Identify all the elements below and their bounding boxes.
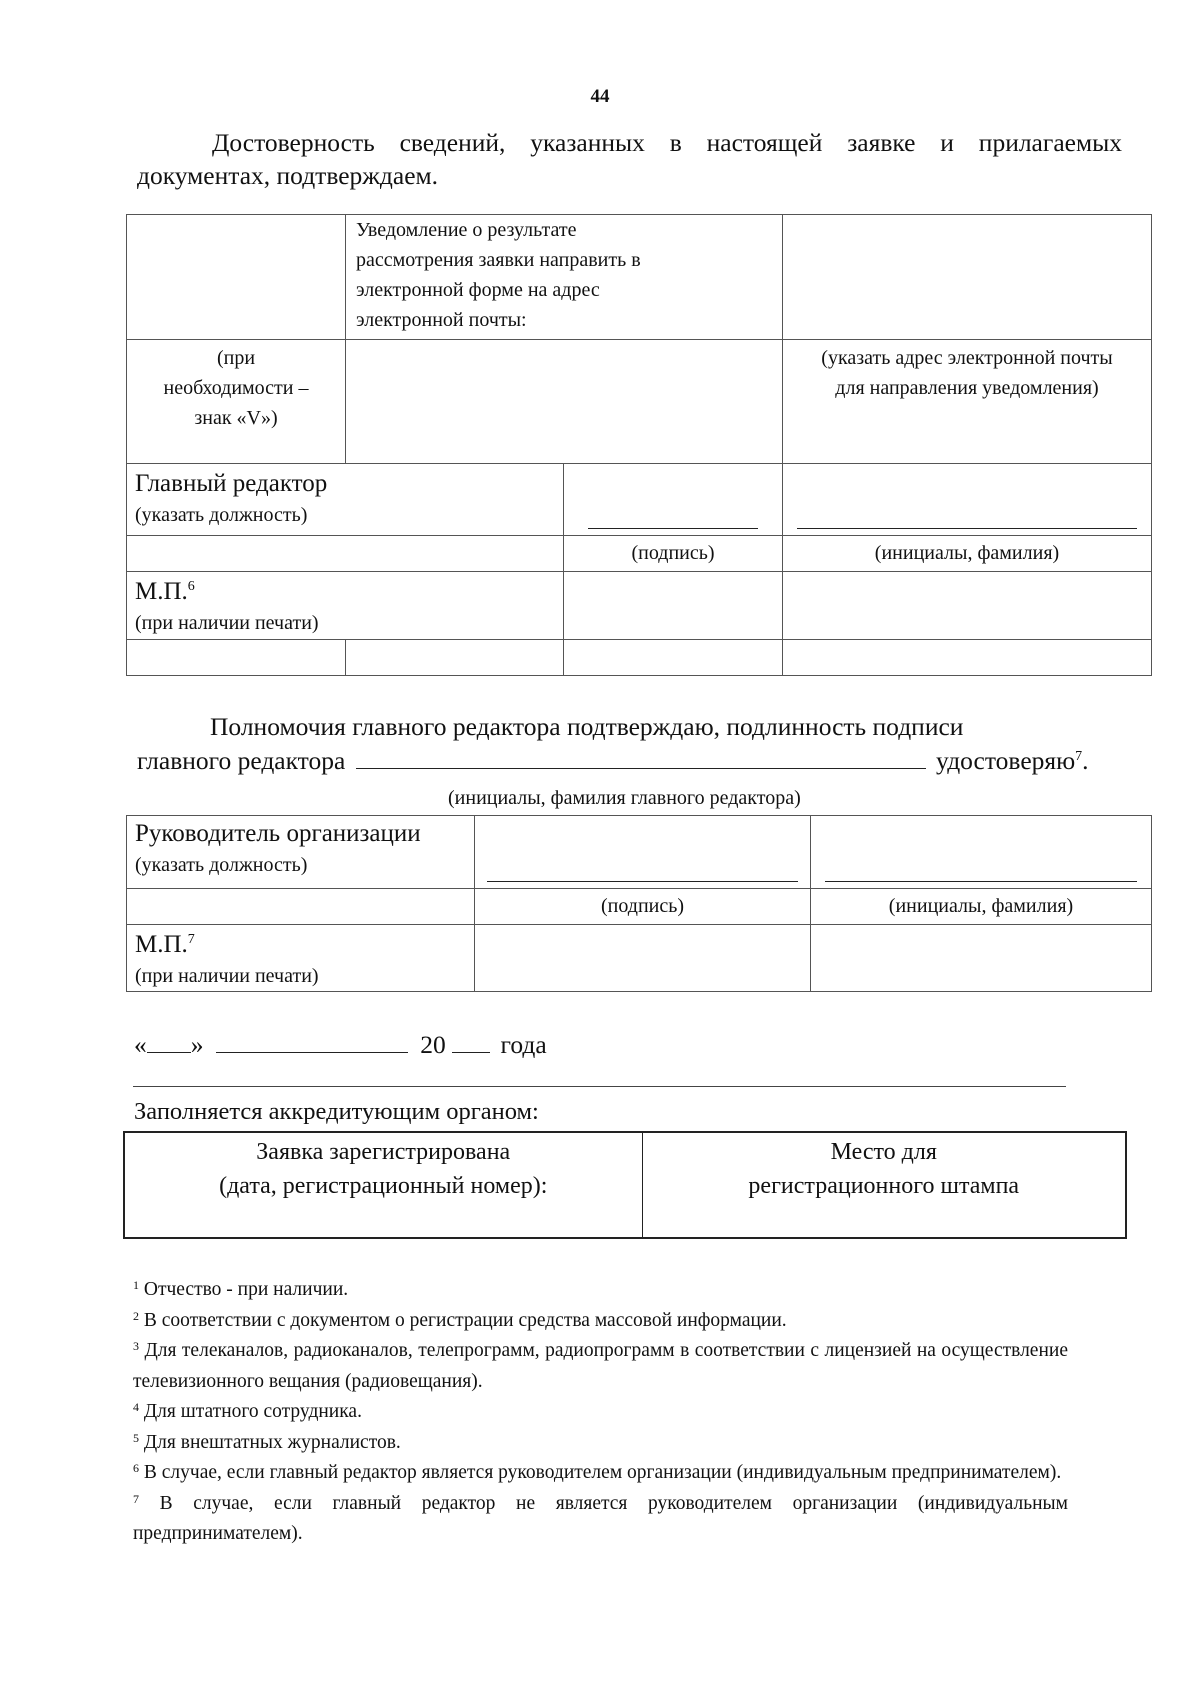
stamp-place-cell[interactable] <box>642 1132 1126 1238</box>
day-field[interactable] <box>147 1030 191 1053</box>
footnote-3: $^3$ Для телеканалов, радиоканалов, телепрограмм, радиопрограмм в соответствии с лицензией на осуществление телевизионного вещания (радиовещания). <box>133 1339 1068 1392</box>
empty-cell <box>783 640 1152 676</box>
empty-cell <box>127 640 346 676</box>
editor-name-field[interactable] <box>356 746 926 769</box>
stamp-blank-cell <box>564 572 783 640</box>
email-hint: (указать адрес электронной почты для направления уведомления) <box>821 347 1113 399</box>
separator-line <box>133 1086 1066 1087</box>
footnote-1: $^1$ Отчество - при наличии. <box>133 1278 349 1300</box>
footnote-4: $^4$ Для штатного сотрудника. <box>133 1400 362 1422</box>
empty-cell <box>346 640 564 676</box>
registered-line-1: Заявка зарегистрирована <box>256 1139 511 1165</box>
intro-line-1: Достоверность сведений, указанных в настоящей заявке и прилагаемых <box>212 128 1122 157</box>
label-row-blank <box>127 536 564 572</box>
year-word: года <box>500 1030 547 1059</box>
head-position-hint: (указать должность) <box>135 854 308 876</box>
notice-blank-cell <box>346 340 783 464</box>
confirm-line-2 <box>137 746 1089 776</box>
editor-title: Главный редактор <box>135 470 328 497</box>
registration-cell[interactable] <box>124 1132 642 1238</box>
stamp-blank-cell <box>475 925 811 992</box>
footnote-6: $^6$ В случае, если главный редактор является руководителем организации (индивидуальным предпринимателем). <box>133 1461 1062 1483</box>
confirm-line-2-end: удостоверяю <box>936 746 1076 775</box>
confirm-line-2-start: главного редактора <box>137 746 346 775</box>
head-title: Руководитель организации <box>135 820 421 847</box>
head-signature-line <box>487 881 798 882</box>
date-close-quote: » <box>190 1030 204 1059</box>
head-stamp-footnote-ref: 7 <box>187 932 195 947</box>
confirm-line-1: Полномочия главного редактора подтверждаю, подлинность подписи <box>210 712 964 741</box>
editor-initials-field[interactable] <box>783 464 1152 536</box>
stamp-hint: (при наличии печати) <box>135 612 319 634</box>
date-line <box>134 1030 547 1060</box>
head-confirmation-table <box>126 815 1152 992</box>
head-signature-field[interactable] <box>475 816 811 889</box>
label-row-blank <box>127 889 475 925</box>
stamp-place-line-2: регистрационного штампа <box>748 1173 1020 1199</box>
footnotes <box>133 1275 1068 1550</box>
stamp-place-line-1: Место для <box>830 1139 937 1165</box>
editor-position-hint: (указать должность) <box>135 504 308 526</box>
footnote-5: $^5$ Для внештатных журналистов. <box>133 1430 401 1453</box>
editor-signature-field[interactable] <box>564 464 783 536</box>
stamp-blank-cell <box>783 572 1152 640</box>
head-stamp-label: М.П.$^7$ <box>135 931 195 958</box>
footnote-2: $^2$ В соответствии с документом о регистрации средства массовой информации. <box>133 1308 787 1331</box>
editor-initials-line <box>797 528 1137 529</box>
email-input-cell[interactable] <box>783 215 1152 340</box>
checkbox-hint: (при необходимости – знак «V») <box>163 347 309 429</box>
stamp-blank-cell <box>811 925 1152 992</box>
confirm-footnote-ref: 7 <box>1075 749 1083 764</box>
head-initials-label: (инициалы, фамилия) <box>888 895 1074 917</box>
footnote-7: $^7$ В случае, если главный редактор не является руководителем организации (индивидуальным предпринимателем). <box>133 1491 1068 1544</box>
notice-text: Уведомление о результате рассмотрения заявки направить в электронной форме на адрес электронной почты: <box>356 219 641 331</box>
accreditation-heading: Заполняется аккредитующим органом: <box>134 1098 539 1125</box>
year-century: 20 <box>420 1030 446 1059</box>
empty-cell <box>564 640 783 676</box>
head-initials-line <box>825 881 1137 882</box>
editor-signature-line <box>588 528 758 529</box>
editor-confirmation-table <box>126 214 1152 676</box>
year-field[interactable] <box>452 1030 490 1053</box>
notice-checkbox-cell[interactable] <box>127 215 346 340</box>
page-number: 44 <box>590 86 610 107</box>
head-signature-label: (подпись) <box>600 895 685 917</box>
date-open-quote: « <box>134 1030 147 1059</box>
month-field[interactable] <box>216 1030 408 1053</box>
editor-name-hint: (инициалы, фамилия главного редактора) <box>448 787 801 809</box>
stamp-footnote-ref: 6 <box>187 579 195 594</box>
signature-label: (подпись) <box>631 542 715 564</box>
confirm-period: . <box>1082 746 1089 775</box>
initials-label: (инициалы, фамилия) <box>874 542 1060 564</box>
head-stamp-hint: (при наличии печати) <box>135 965 319 987</box>
head-initials-field[interactable] <box>811 816 1152 889</box>
registration-table <box>123 1131 1127 1239</box>
stamp-label: М.П.$^6$ <box>135 578 195 605</box>
intro-paragraph <box>137 126 1122 192</box>
registered-line-2: (дата, регистрационный номер): <box>219 1173 548 1199</box>
intro-line-2: документах, подтверждаем. <box>137 161 439 190</box>
